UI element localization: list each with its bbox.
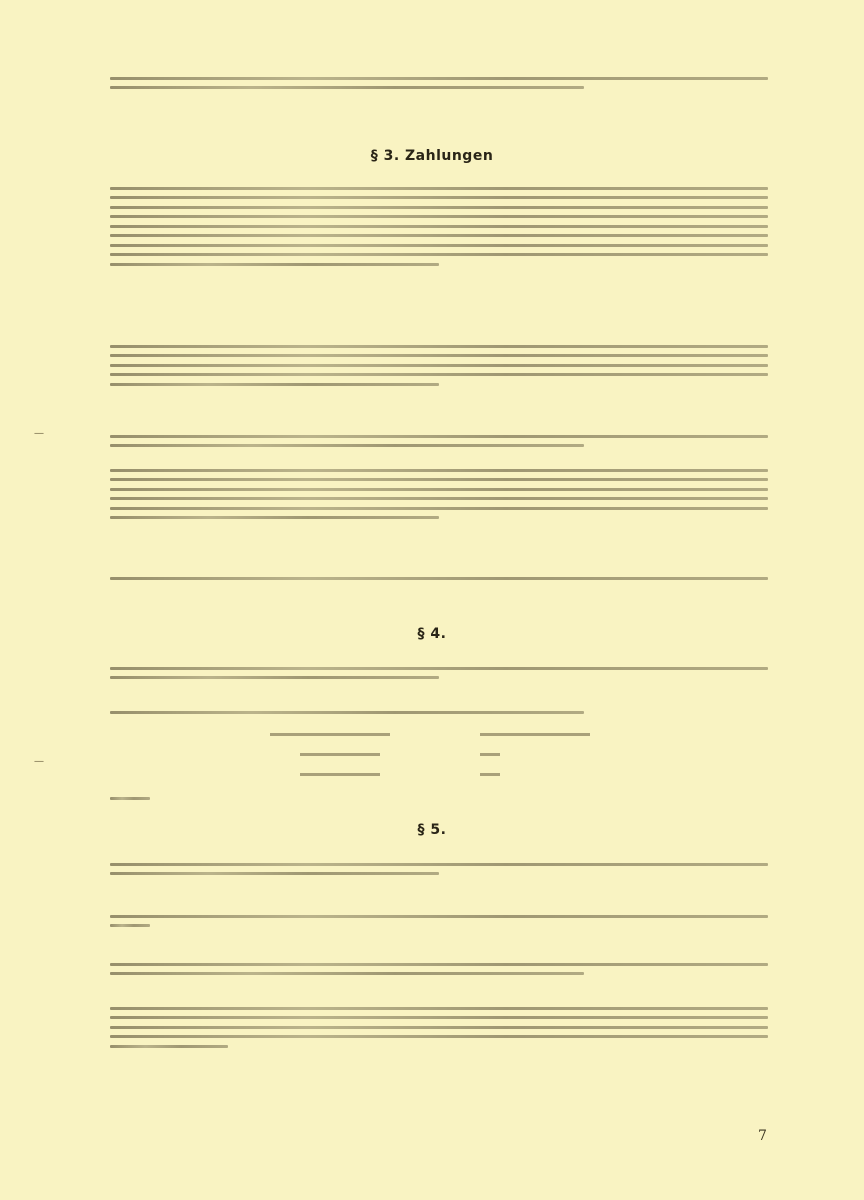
margin-mark: — (34, 428, 44, 439)
rate-table (270, 725, 590, 785)
section-3-paragraph-4 (110, 462, 768, 526)
section-heading-3: § 3. Zahlungen (370, 148, 494, 164)
section-heading-5: § 5. (417, 822, 447, 838)
table-row (270, 725, 590, 745)
section-5-paragraph-1 (110, 856, 768, 882)
margin-mark: — (34, 756, 44, 767)
section-3-paragraph-3 (110, 428, 768, 454)
table-row (270, 745, 590, 765)
section-3-paragraph-1 (110, 180, 768, 272)
section-heading-4: § 4. (417, 626, 447, 642)
section-4-paragraph-2 (110, 704, 768, 720)
section-3-paragraph-2 (110, 338, 768, 392)
table-footnote (110, 790, 768, 806)
section-5-paragraph-3 (110, 1000, 768, 1054)
page-number: 7 (758, 1128, 767, 1144)
section-3-paragraph-5 (110, 570, 768, 586)
section-5-paragraph-2 (110, 956, 768, 982)
intro-paragraph (110, 70, 768, 96)
section-5-formula (110, 908, 768, 934)
table-row (270, 765, 590, 785)
section-4-paragraph-1 (110, 660, 768, 686)
